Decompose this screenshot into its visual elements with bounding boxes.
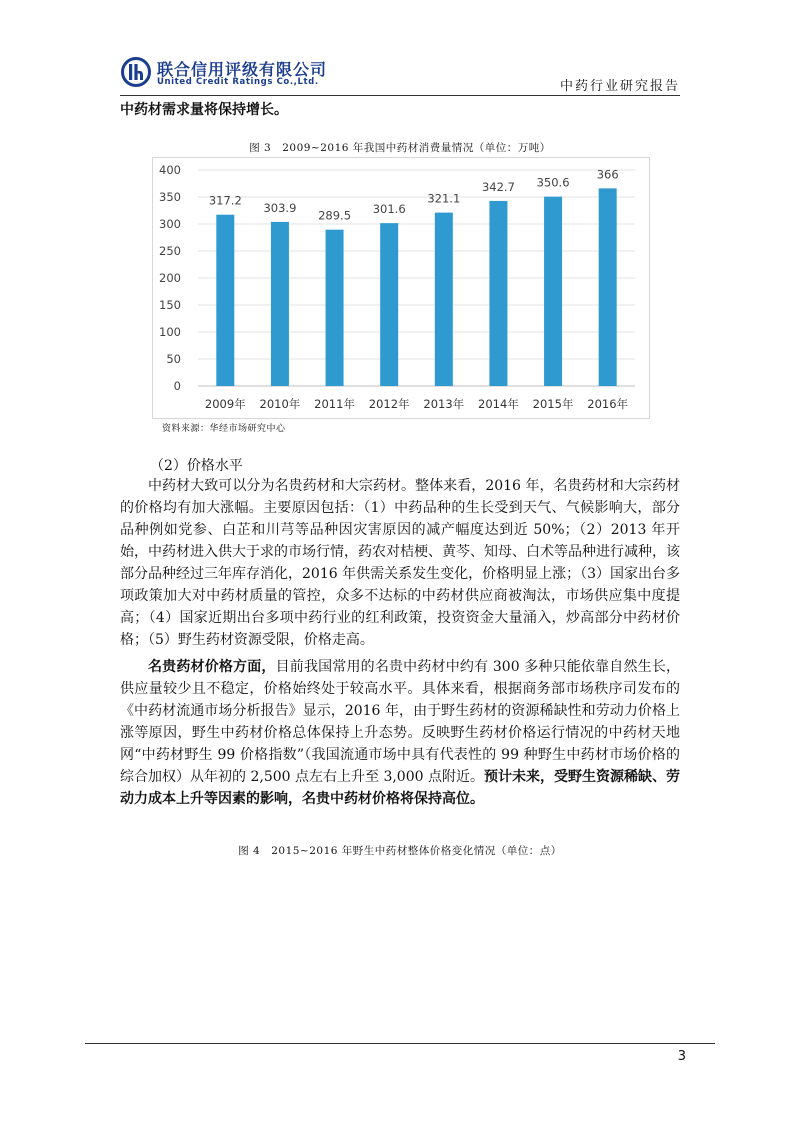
x-tick-label: 2009年	[204, 397, 246, 411]
y-tick-label: 50	[166, 352, 181, 366]
bar	[326, 230, 344, 386]
bar	[271, 222, 289, 386]
x-tick-label: 2016年	[587, 397, 629, 411]
y-tick-label: 300	[159, 217, 181, 231]
page-number: 3	[677, 1049, 686, 1064]
paragraph-bold-lead: 名贵药材价格方面，	[148, 659, 276, 675]
company-name-cn: 联合信用评级有限公司	[157, 60, 328, 79]
y-tick-label: 350	[159, 190, 181, 204]
x-tick-label: 2014年	[478, 397, 519, 411]
bar	[544, 197, 562, 386]
chart-source-note: 资料来源：华经市场研究中心	[162, 424, 286, 434]
header-divider	[120, 95, 680, 96]
company-name-en: United Credit Ratings Co.,Ltd.	[157, 77, 319, 87]
paragraph-precious-herbs	[120, 656, 680, 810]
bar-value-label: 303.9	[263, 200, 297, 215]
bar-value-label: 366	[596, 167, 619, 182]
bar-value-label: 289.5	[318, 208, 352, 223]
bar	[599, 188, 617, 386]
bar-value-label: 350.6	[536, 175, 570, 190]
paragraph-price-causes: 中药材大致可以分为名贵药材和大宗药材。整体来看，2016 年，名贵药材和大宗药材的价格均有加大涨幅。主要原因包括：（1）中药品种的生长受到天气、气候影响大，部分品种例如党参、白芷和川芎等品种因灾害原因的减产幅度达到近 50%；（2）2013 年开始，中药材进入供大于求的市场行情，药农对桔梗、黄芩、知母、白术等品种进行减种，该部分品种经过三年库存消化，2016 年供需关系发生变化，价格明显上涨；（3）国家出台多项政策加大对中药材质量的管控，众多不达标的中药材供应商被淘汰，市场供应集中度提高；（4）国家近期出台多项中药行业的红利政策，投资资金大量涌入，炒高部分中药材价格；（5）野生药材资源受限，价格走高。	[120, 478, 680, 648]
report-title: 中药行业研究报告	[560, 79, 681, 94]
y-tick-label: 0	[173, 379, 181, 393]
figure-3-caption: 图 3 2009~2016 年我国中药材消费量情况（单位：万吨）	[249, 142, 551, 154]
consumption-bar-chart	[152, 157, 650, 419]
company-logo-icon	[121, 57, 151, 87]
y-tick-label: 250	[159, 244, 181, 258]
bar-value-label: 317.2	[208, 193, 242, 208]
bar-value-label: 301.6	[372, 202, 406, 217]
bar	[380, 223, 398, 386]
x-tick-label: 2015年	[532, 397, 574, 411]
footer-divider	[85, 1043, 715, 1044]
lead-sentence: 中药材需求量将保持增长。	[120, 102, 288, 118]
y-tick-label: 200	[159, 271, 181, 285]
x-tick-label: 2012年	[368, 397, 410, 411]
bar	[216, 215, 234, 386]
y-tick-label: 400	[159, 163, 181, 177]
y-tick-label: 150	[159, 298, 181, 312]
figure-4-caption: 图 4 2015~2016 年野生中药材整体价格变化情况（单位：点）	[238, 845, 562, 857]
bar	[435, 213, 453, 386]
paragraph-bold-conclusion: 预计未来，受野生资源稀缺、劳动力成本上升等因素的影响，名贵中药材价格将保持高位。	[120, 769, 680, 807]
section-heading: （2）价格水平	[150, 458, 243, 474]
bar-value-label: 321.1	[427, 191, 461, 206]
bar-value-label: 342.7	[481, 179, 515, 194]
x-tick-label: 2013年	[423, 397, 465, 411]
paragraph-body: 目前我国常用的名贵中药材中约有 300 多种只能依靠自然生长，供应量较少且不稳定，价格始终处于较高水平。具体来看，根据商务部市场秩序司发布的《中药材流通市场分析报告》显示，2016 年，由于野生药材的资源稀缺性和劳动力价格上涨等原因，野生中药材价格总体保持上升态势。反映野生药材价格运行情况的中药材天地网“中药材野生 99 价格指数”（我国流通市场中具有代表性的 99 种野生中药材市场价格的综合加权）从年初的 2,500 点左右上升至 3,000 点附近。	[120, 659, 680, 785]
x-tick-label: 2011年	[314, 397, 355, 411]
bar	[489, 201, 507, 386]
x-tick-label: 2010年	[259, 397, 301, 411]
y-tick-label: 100	[159, 325, 181, 339]
